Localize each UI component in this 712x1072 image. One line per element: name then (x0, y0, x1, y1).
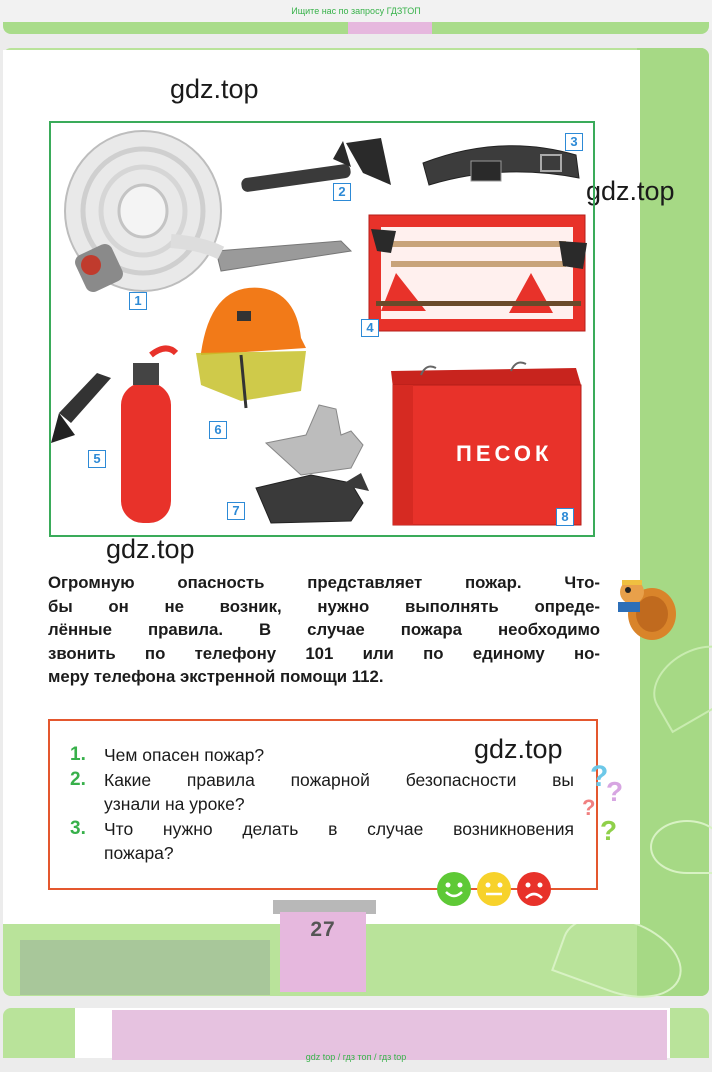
question-mark-icon: ? (606, 776, 624, 807)
sand-box-label: ПЕСОК (456, 441, 553, 466)
question-number: 3. (70, 818, 86, 839)
text-line: бы он не возник, нужно выполнять опреде- (48, 596, 600, 616)
question-mark-icon: ? (582, 795, 596, 820)
happy-smiley-icon (437, 872, 471, 906)
footer-links (0, 1052, 712, 1062)
search-hint-link[interactable]: Ищите нас по запросу ГДЗТОП (291, 6, 421, 16)
label-1: 1 (129, 292, 147, 310)
fire-belt-icon (423, 146, 579, 185)
footer-separator: / (373, 1052, 377, 1062)
turtle-mascot-icon (614, 572, 680, 644)
question-mark-icon: ? (590, 760, 609, 793)
page-shadow (20, 940, 270, 995)
fire-helmet-icon (196, 288, 306, 408)
fire-board-icon (369, 215, 587, 331)
label-7: 7 (227, 502, 245, 520)
watermark: gdz.top (586, 176, 675, 206)
footer-link[interactable]: гдз top (379, 1052, 407, 1062)
fire-equipment-drawing (51, 123, 593, 535)
question-text: пожара? (104, 843, 174, 863)
fire-equipment-illustration (49, 121, 595, 537)
question-text: Какие правила пожарной безопасности вы (104, 770, 574, 790)
footer-link[interactable]: gdz top (305, 1052, 336, 1062)
question-text: Чем опасен пожар? (104, 745, 265, 765)
neutral-smiley-icon (477, 872, 511, 906)
label-3: 3 (565, 133, 583, 151)
footer-separator: / (337, 1052, 341, 1062)
question-number: 1. (70, 744, 86, 765)
fire-hose-icon (65, 131, 351, 295)
footer-link[interactable]: гдз топ (342, 1052, 372, 1062)
text-line: меру телефона экстренной помощи 112. (48, 667, 384, 687)
watermark: gdz.top (170, 74, 259, 104)
label-4: 4 (361, 319, 379, 337)
watermark: gdz.top (106, 534, 195, 564)
question-3 (70, 818, 86, 840)
label-2: 2 (333, 183, 351, 201)
label-6: 6 (209, 421, 227, 439)
label-5: 5 (88, 450, 106, 468)
question-text: узнали на уроке? (104, 794, 245, 814)
text-line: лённые правила. В случае пожара необходимо (48, 620, 600, 640)
question-mark-icon: ? (600, 815, 618, 846)
question-number: 2. (70, 769, 86, 790)
question-text: Что нужно делать в случае возникновения (104, 819, 574, 839)
question-2 (70, 769, 86, 791)
watermark: gdz.top (474, 734, 563, 764)
text-line: Огромную опасность представляет пожар. Что- (48, 573, 600, 592)
question-1 (70, 744, 86, 766)
fire-gloves-icon (256, 405, 369, 523)
fire-axe-icon (241, 138, 391, 193)
fire-extinguisher-icon (51, 348, 176, 523)
page-number: 27 (310, 918, 336, 941)
text-line: звонить по телефону 101 или по единому но- (48, 643, 600, 663)
self-assessment-smileys (436, 871, 556, 907)
label-8: 8 (556, 508, 574, 526)
previous-page-tab (348, 22, 432, 34)
main-paragraph (48, 571, 600, 689)
sad-smiley-icon (517, 872, 551, 906)
